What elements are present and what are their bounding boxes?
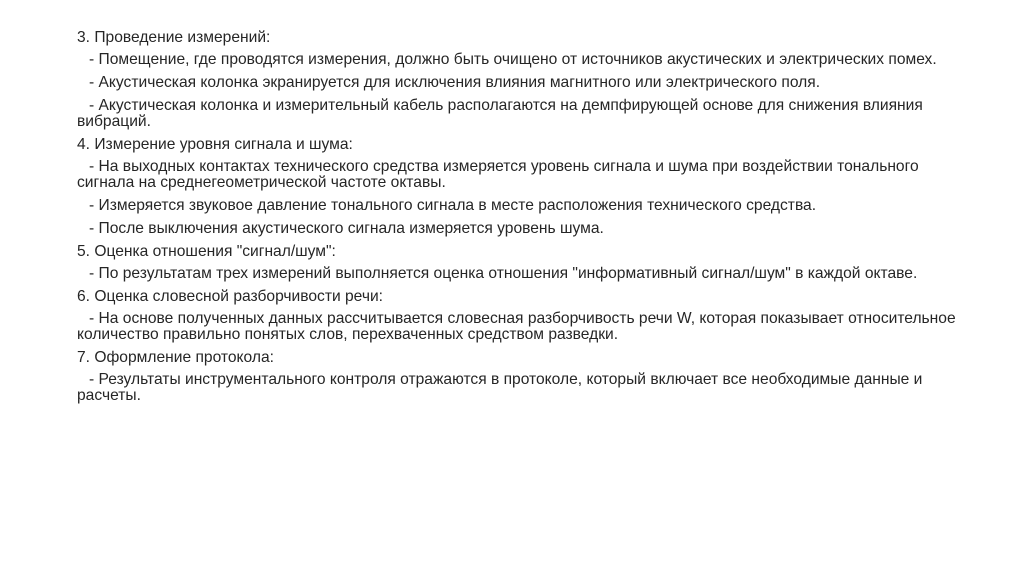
- section-signal-noise-level: [77, 137, 957, 237]
- list-item: - На выходных контактах технического средства измеряется уровень сигнала и шума при воздействии тонального сигнала на среднегеометрической частоте октавы.: [77, 158, 919, 191]
- section-heading: 7. Оформление протокола:: [77, 349, 274, 366]
- section-heading: 3. Проведение измерений:: [77, 29, 271, 46]
- list-item: - На основе полученных данных рассчитывается словесная разборчивость речи W, которая показывает относительное количество правильно понятых слов, перехваченных средством разведки.: [77, 310, 956, 343]
- list-item: - По результатам трех измерений выполняется оценка отношения "информативный сигнал/шум" в каждой октаве.: [89, 265, 918, 282]
- section-heading: 5. Оценка отношения "сигнал/шум":: [77, 243, 336, 260]
- slide-content: [77, 30, 957, 411]
- list-item: - Результаты инструментального контроля отражаются в протоколе, который включает все необходимые данные и расчеты.: [77, 371, 923, 404]
- section-protocol: [77, 350, 957, 404]
- section-heading: 6. Оценка словесной разборчивости речи:: [77, 288, 383, 305]
- list-item: - Помещение, где проводятся измерения, должно быть очищено от источников акустических и электрических помех.: [89, 51, 937, 68]
- list-item: - Акустическая колонка и измерительный кабель располагаются на демпфирующей основе для снижения влияния вибраций.: [77, 97, 923, 130]
- list-item: - Измеряется звуковое давление тонального сигнала в месте расположения технического средства.: [89, 197, 817, 214]
- section-snr-assessment: [77, 244, 957, 282]
- list-item: - Акустическая колонка экранируется для исключения влияния магнитного или электрического поля.: [89, 74, 821, 91]
- section-heading: 4. Измерение уровня сигнала и шума:: [77, 136, 353, 153]
- section-measurements: [77, 30, 957, 130]
- section-speech-intelligibility: [77, 289, 957, 343]
- list-item: - После выключения акустического сигнала измеряется уровень шума.: [89, 220, 604, 237]
